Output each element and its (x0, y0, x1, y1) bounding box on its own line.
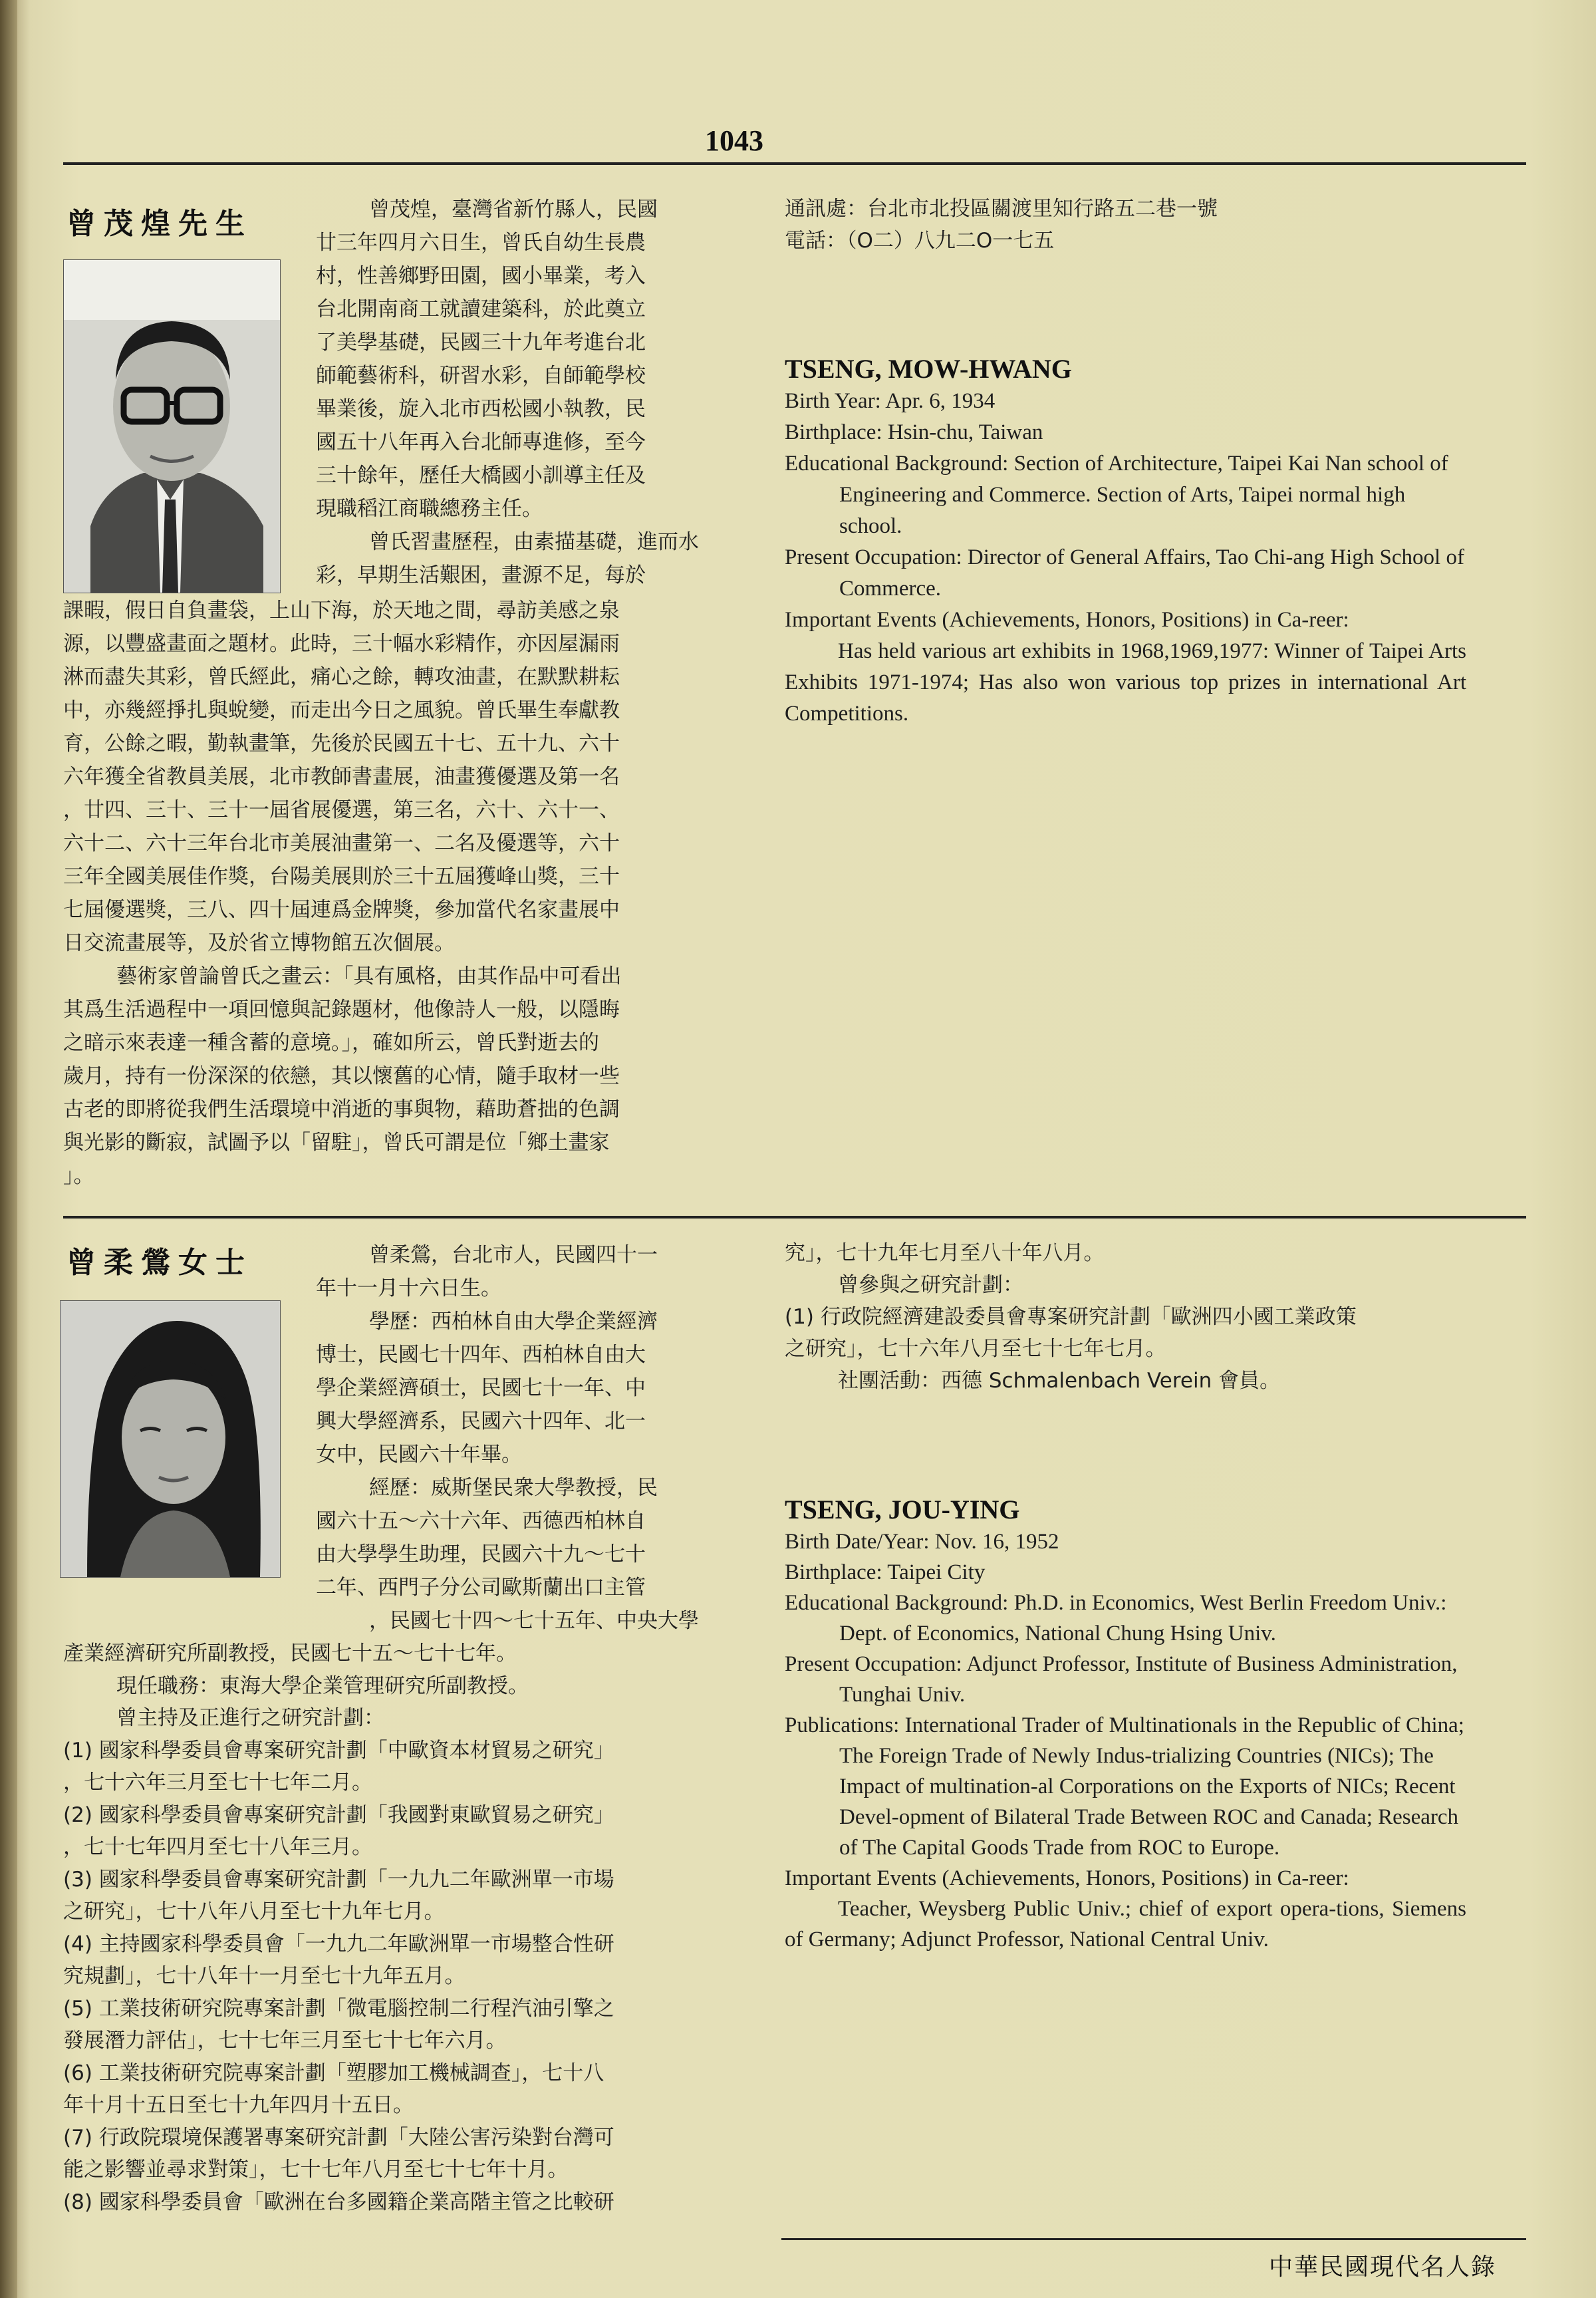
bio-line: 曾參與之研究計劃： (838, 1273, 1023, 1297)
field-line: Publications: International Trader of Multinationals in the Republic of China; The Foreign Trade of Newly Indus-trializing Countries (NICs); The Impact of multination-al Corporations on the Exports of NICs; Recent Devel-opment of Bilateral Trade Between ROC and Canada; Research of The Capital Goods Trade from ROC to Europe. (785, 1713, 1464, 1860)
bio-line: 中，亦幾經掙扎與蛻變，而走出今日之風貌。曾氏畢生奉獻教 (63, 698, 620, 722)
bio-line: (1) 國家科學委員會專案研究計劃「中歐資本材貿易之研究」 (63, 1738, 614, 1763)
bio-line: 二年、西門子分公司歐斯蘭出口主管 (316, 1576, 646, 1600)
field-line: Birthplace: Hsin-chu, Taiwan (785, 420, 1043, 444)
footer-title: 中華民國現代名人錄 (1268, 2253, 1496, 2281)
bio-line: (6) 工業技術研究院專案計劃「塑膠加工機械調查」，七十八 (63, 2061, 604, 2085)
bio-line: 國五十八年再入台北師專進修，至今 (316, 430, 646, 454)
bio-line: 現職稻江商職總務主任。 (316, 497, 543, 521)
bio-line: 三十餘年，歷任大橋國小訓導主任及 (316, 464, 646, 488)
footer-rule (781, 2238, 1526, 2240)
events-paragraph: Has held various art exhibits in 1968,1969,1977: Winner of Taipei Arts Exhibits 1971-1974; Has also won various top prizes in international Art Competitions. (785, 639, 1466, 726)
entry2-bio-zh-continued (785, 1237, 1483, 1397)
bio-line: 彩，早期生活艱困，畫源不足，每於 (316, 563, 646, 587)
bio-line: 課暇，假日自負畫袋，上山下海，於天地之間，尋訪美感之泉 (63, 599, 620, 623)
bio-line: 由大學學生助理，民國六十九～七十 (316, 1542, 646, 1566)
bio-line: 博士，民國七十四年、西柏林自由大 (316, 1343, 646, 1367)
bio-line: 六年獲全省教員美展，北市教師書畫展，油畫獲優選及第一名 (63, 765, 620, 789)
bio-line: 之研究」，七十六年八月至七十七年七月。 (785, 1337, 1166, 1361)
bio-line: (5) 工業技術研究院專案計劃「微電腦控制二行程汽油引擎之 (63, 1996, 614, 2021)
field-line: Present Occupation: Director of General Affairs, Tao Chi-ang High School of Commerce. (785, 545, 1464, 601)
bio-line: 發展潛力評估」，七十七年三月至七十七年六月。 (63, 2029, 507, 2053)
entry2-name-zh: 曾柔鶯女士 (66, 1246, 253, 1280)
bio-line: 究」，七十九年七月至八十年八月。 (785, 1241, 1105, 1265)
entry2-bio-zh-side (316, 1238, 732, 1638)
field-line: Educational Background: Ph.D. in Economics, West Berlin Freedom Univ.: Dept. of Economics, National Chung Hsing Univ. (785, 1591, 1447, 1646)
bio-line: 源，以豐盛畫面之題材。此時，三十幅水彩精作，亦因屋漏雨 (63, 632, 620, 656)
bio-line: 曾主持及正進行之研究計劃： (116, 1706, 384, 1730)
bio-line: 產業經濟研究所副教授，民國七十五～七十七年。 (63, 1642, 517, 1665)
bio-line: 畢業後，旋入北市西松國小執教，民 (316, 397, 646, 421)
bio-line: 學歷：西柏林自由大學企業經濟 (369, 1310, 658, 1334)
entry1-name-en: TSENG, MOW-HWANG (785, 354, 1072, 384)
bio-line: (1) 行政院經濟建設委員會專案研究計劃「歐洲四小國工業政策 (785, 1305, 1357, 1329)
field-line: Important Events (Achievements, Honors, Positions) in Ca-reer: (785, 1866, 1349, 1890)
bio-line: 台北開南商工就讀建築科，於此奠立 (316, 297, 646, 321)
field-line: Birthplace: Taipei City (785, 1560, 986, 1584)
bio-line: 廿三年四月六日生，曾氏自幼生長農 (316, 231, 646, 255)
bio-line: 學企業經濟碩士，民國七十一年、中 (316, 1376, 646, 1400)
field-line: Important Events (Achievements, Honors, Positions) in Ca-reer: (785, 608, 1349, 632)
field-line: Birth Date/Year: Nov. 16, 1952 (785, 1530, 1059, 1554)
bio-line: (4) 主持國家科學委員會「一九九二年歐洲單一市場整合性研 (63, 1932, 614, 1956)
bio-line: 究規劃」，七十八年十一月至七十九年五月。 (63, 1964, 466, 1988)
bio-line: 社團活動：西德 Schmalenbach Verein 會員。 (838, 1369, 1281, 1393)
page-number: 1043 (705, 124, 763, 157)
bio-line: ，七十六年三月至七十七年二月。 (63, 1771, 372, 1795)
entry-divider (63, 1216, 1526, 1219)
bio-line: 曾氏習畫歷程，由素描基礎，進而水 (369, 530, 699, 554)
bio-line: ，七十七年四月至七十八年三月。 (63, 1835, 372, 1859)
bio-line: 經歷：威斯堡民衆大學教授，民 (369, 1476, 658, 1500)
bio-line: 三年全國美展佳作獎，台陽美展則於三十五屆獲峰山獎，三十 (63, 865, 620, 889)
entry2-portrait-photo (60, 1300, 281, 1578)
entry1-english (785, 353, 1466, 730)
bio-line: ，民國七十四～七十五年、中央大學 (369, 1609, 699, 1633)
field-line: Educational Background: Section of Architecture, Taipei Kai Nan school of Engineering and Commerce. Section of Arts, Taipei normal high school. (785, 452, 1448, 538)
field-line: Present Occupation: Adjunct Professor, Institute of Business Administration, Tunghai Univ. (785, 1652, 1458, 1707)
bio-line: 七屆優選獎，三八、四十屆連爲金牌獎，參加當代名家畫展中 (63, 898, 620, 922)
bio-line: 能之影響並尋求對策」，七十七年八月至七十七年十月。 (63, 2158, 569, 2182)
bio-line: (8) 國家科學委員會「歐洲在台多國籍企業高階主管之比較研 (63, 2190, 614, 2214)
bio-line: 了美學基礎，民國三十九年考進台北 (316, 331, 646, 355)
bio-line: 師範藝術科，研習水彩，自師範學校 (316, 364, 646, 388)
bio-line: 藝術家曾論曾氏之畫云：「具有風格，由其作品中可看出 (116, 964, 622, 988)
bio-line: 與光影的斷寂，試圖予以「留駐」，曾氏可謂是位「鄉土畫家 (63, 1131, 610, 1155)
bio-line: 古老的即將從我們生活環境中消逝的事與物，藉助蒼拙的色調 (63, 1097, 620, 1121)
bio-line: 年十月十五日至七十九年四月十五日。 (63, 2093, 414, 2117)
entry1-contact-zh (785, 193, 1483, 257)
book-spine (0, 0, 17, 2298)
bio-line: 育，公餘之暇，勤執畫筆，先後於民國五十七、五十九、六十 (63, 732, 620, 756)
bio-line: 年十一月十六日生。 (316, 1276, 501, 1300)
entry1-bio-zh-full (63, 594, 728, 1193)
bio-line: 其爲生活過程中一項回憶與記錄題材，他像詩人一般，以隱晦 (63, 998, 620, 1022)
bio-line: 曾柔鶯，台北市人，民國四十一 (369, 1243, 658, 1267)
bio-line: 之暗示來表達一種含蓄的意境。」，確如所云，曾氏對逝去的 (63, 1031, 599, 1055)
entry1-portrait-photo (63, 259, 281, 593)
bio-line: 之研究」，七十八年八月至七十九年七月。 (63, 1900, 445, 1924)
bio-line: 」。 (63, 1164, 94, 1188)
phone-line: 電話：（O二）八九二O一七五 (785, 229, 1055, 253)
entry2-name-en: TSENG, JOU-YING (785, 1495, 1020, 1524)
header-rule (63, 162, 1526, 165)
field-line: Birth Year: Apr. 6, 1934 (785, 389, 996, 413)
entry2-bio-zh-full (63, 1638, 732, 2218)
bio-line: 村，性善鄉野田園，國小畢業，考入 (316, 264, 646, 288)
bio-line: (7) 行政院環境保護署專案研究計劃「大陸公害污染對台灣可 (63, 2125, 614, 2150)
entry2-english (785, 1493, 1466, 1955)
address-line: 通訊處：台北市北投區關渡里知行路五二巷一號 (785, 197, 1218, 221)
bio-line: 六十二、六十三年台北市美展油畫第一、二名及優選等，六十 (63, 831, 620, 855)
bio-line: ，廿四、三十、三十一屆省展優選，第三名，六十、六十一、 (63, 798, 620, 822)
bio-line: 女中，民國六十年畢。 (316, 1443, 522, 1467)
entry1-bio-zh-side (316, 193, 728, 592)
bio-line: 淋而盡失其彩，曾氏經此，痛心之餘，轉攻油畫，在默默耕耘 (63, 665, 620, 689)
bio-line: 日交流畫展等，及於省立博物館五次個展。 (63, 931, 455, 955)
entry1-name-zh: 曾茂煌先生 (66, 207, 253, 241)
bio-line: 興大學經濟系，民國六十四年、北一 (316, 1409, 646, 1433)
bio-line: 曾茂煌，臺灣省新竹縣人，民國 (369, 198, 658, 221)
bio-line: 國六十五～六十六年、西德西柏林自 (316, 1509, 646, 1533)
bio-line: (2) 國家科學委員會專案研究計劃「我國對東歐貿易之研究」 (63, 1802, 614, 1827)
events-paragraph: Teacher, Weysberg Public Univ.; chief of export opera-tions, Siemens of Germany; Adjunct Professor, National Central Univ. (785, 1897, 1466, 1951)
bio-line: 現任職務：東海大學企業管理研究所副教授。 (116, 1673, 529, 1698)
bio-line: 歲月，持有一份深深的依戀，其以懷舊的心情，隨手取材一些 (63, 1064, 620, 1088)
bio-line: (3) 國家科學委員會專案研究計劃「一九九二年歐洲單一市場 (63, 1867, 614, 1892)
